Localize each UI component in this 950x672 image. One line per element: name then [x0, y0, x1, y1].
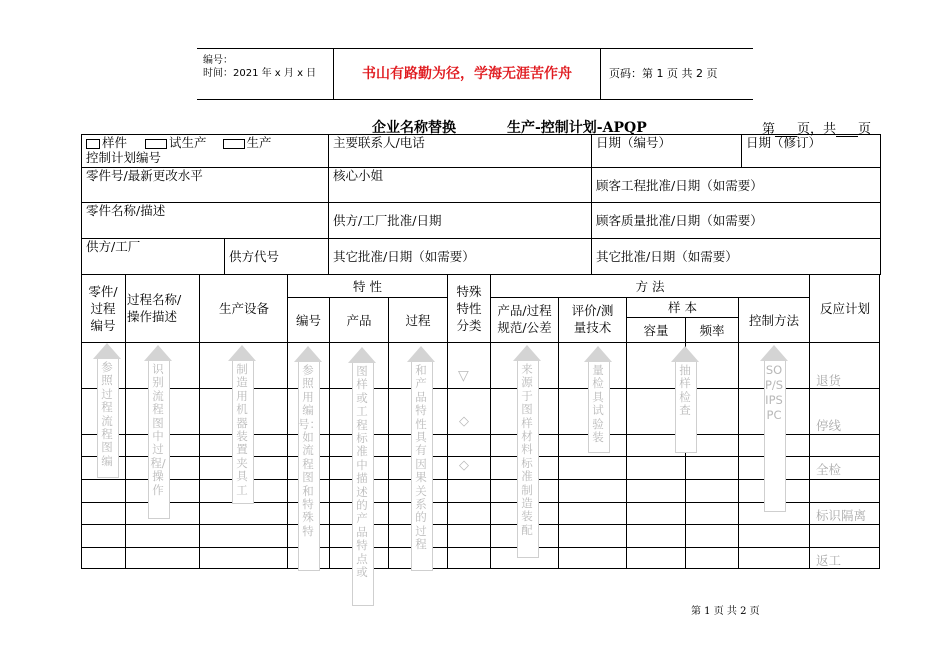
supplier-code-label: 供方代号 — [225, 239, 329, 275]
triangle-down-icon: ▽ — [458, 368, 469, 384]
customer-quality-label: 顾客质量批准/日期（如需要） — [592, 203, 881, 239]
sample-checkbox[interactable] — [86, 139, 100, 149]
supplier-plant-label: 供方/工厂 — [82, 239, 225, 275]
control-plan-grid — [81, 275, 880, 569]
col-part-process-no: 零件/ 过程 编号 — [88, 284, 118, 333]
reaction-item: 全检 — [816, 462, 842, 477]
page-marker: 第 页，共 页 — [762, 122, 872, 137]
company-name: 企业名称替换 — [372, 120, 456, 136]
page-label: 页码：第 1 页 共 2 页 — [609, 67, 718, 80]
customer-eng-label: 顾客工程批准/日期（如需要） — [592, 168, 881, 203]
main-contact-label: 主要联系人/电话 — [329, 135, 592, 168]
diamond-icon: ◇ — [459, 414, 469, 429]
core-team-label: 核心小姐 — [329, 168, 592, 203]
slogan: 书山有路勤为径，学海无涯苦作舟 — [334, 49, 601, 99]
col-sample: 样 本 — [668, 300, 697, 315]
document-title: 生产-控制计划-APQP — [507, 120, 647, 136]
col-special: 特殊 特性 分类 — [456, 284, 482, 333]
col-reaction: 反应计划 — [819, 301, 870, 316]
diamond-icon: ◇ — [459, 458, 469, 473]
col-spec: 产品/过程 规范/公差 — [497, 303, 552, 335]
col-capacity: 容量 — [643, 323, 669, 338]
header-band — [197, 48, 753, 100]
plan-type-cell: 样件 试生产 生产 控制计划编号 — [82, 135, 329, 168]
other-approval-label-1: 其它批准/日期（如需要） — [329, 239, 592, 275]
col-char-no: 编号 — [295, 313, 321, 328]
reaction-item: 标识隔离 — [816, 508, 867, 523]
col-frequency: 频率 — [699, 323, 725, 338]
col-eval: 评价/测 量技术 — [571, 303, 614, 335]
date-no-label: 日期（编号） — [592, 135, 742, 168]
trial-checkbox[interactable] — [145, 139, 167, 149]
footer-page: 第 1 页 共 2 页 — [691, 606, 760, 617]
supplier-approval-label: 供方/工厂批准/日期 — [329, 203, 592, 239]
reaction-item: 退货 — [816, 373, 842, 388]
part-no-label: 零件号/最新更改水平 — [82, 168, 329, 203]
date-rev-label: 日期（修订） — [742, 135, 881, 168]
code-label: 编号： — [203, 55, 233, 66]
col-method: 方 法 — [635, 279, 665, 294]
control-plan-header-table — [81, 134, 881, 275]
col-char-product: 产品 — [346, 313, 372, 328]
other-approval-label-2: 其它批准/日期（如需要） — [592, 239, 881, 275]
part-name-label: 零件名称/描述 — [82, 203, 329, 239]
reaction-item: 停线 — [816, 418, 842, 433]
col-characteristics: 特 性 — [353, 279, 382, 294]
col-control-method: 控制方法 — [748, 313, 799, 328]
col-equipment: 生产设备 — [218, 301, 269, 316]
reaction-item: 返工 — [816, 553, 842, 568]
production-checkbox[interactable] — [223, 139, 245, 149]
header-info — [197, 49, 334, 99]
plan-no-label: 控制计划编号 — [86, 150, 162, 165]
col-char-process: 过程 — [405, 313, 431, 328]
time-label: 时间：2021 年 x 月 x 日 — [203, 68, 317, 79]
col-process-name: 过程名称/ 操作描述 — [127, 292, 182, 324]
